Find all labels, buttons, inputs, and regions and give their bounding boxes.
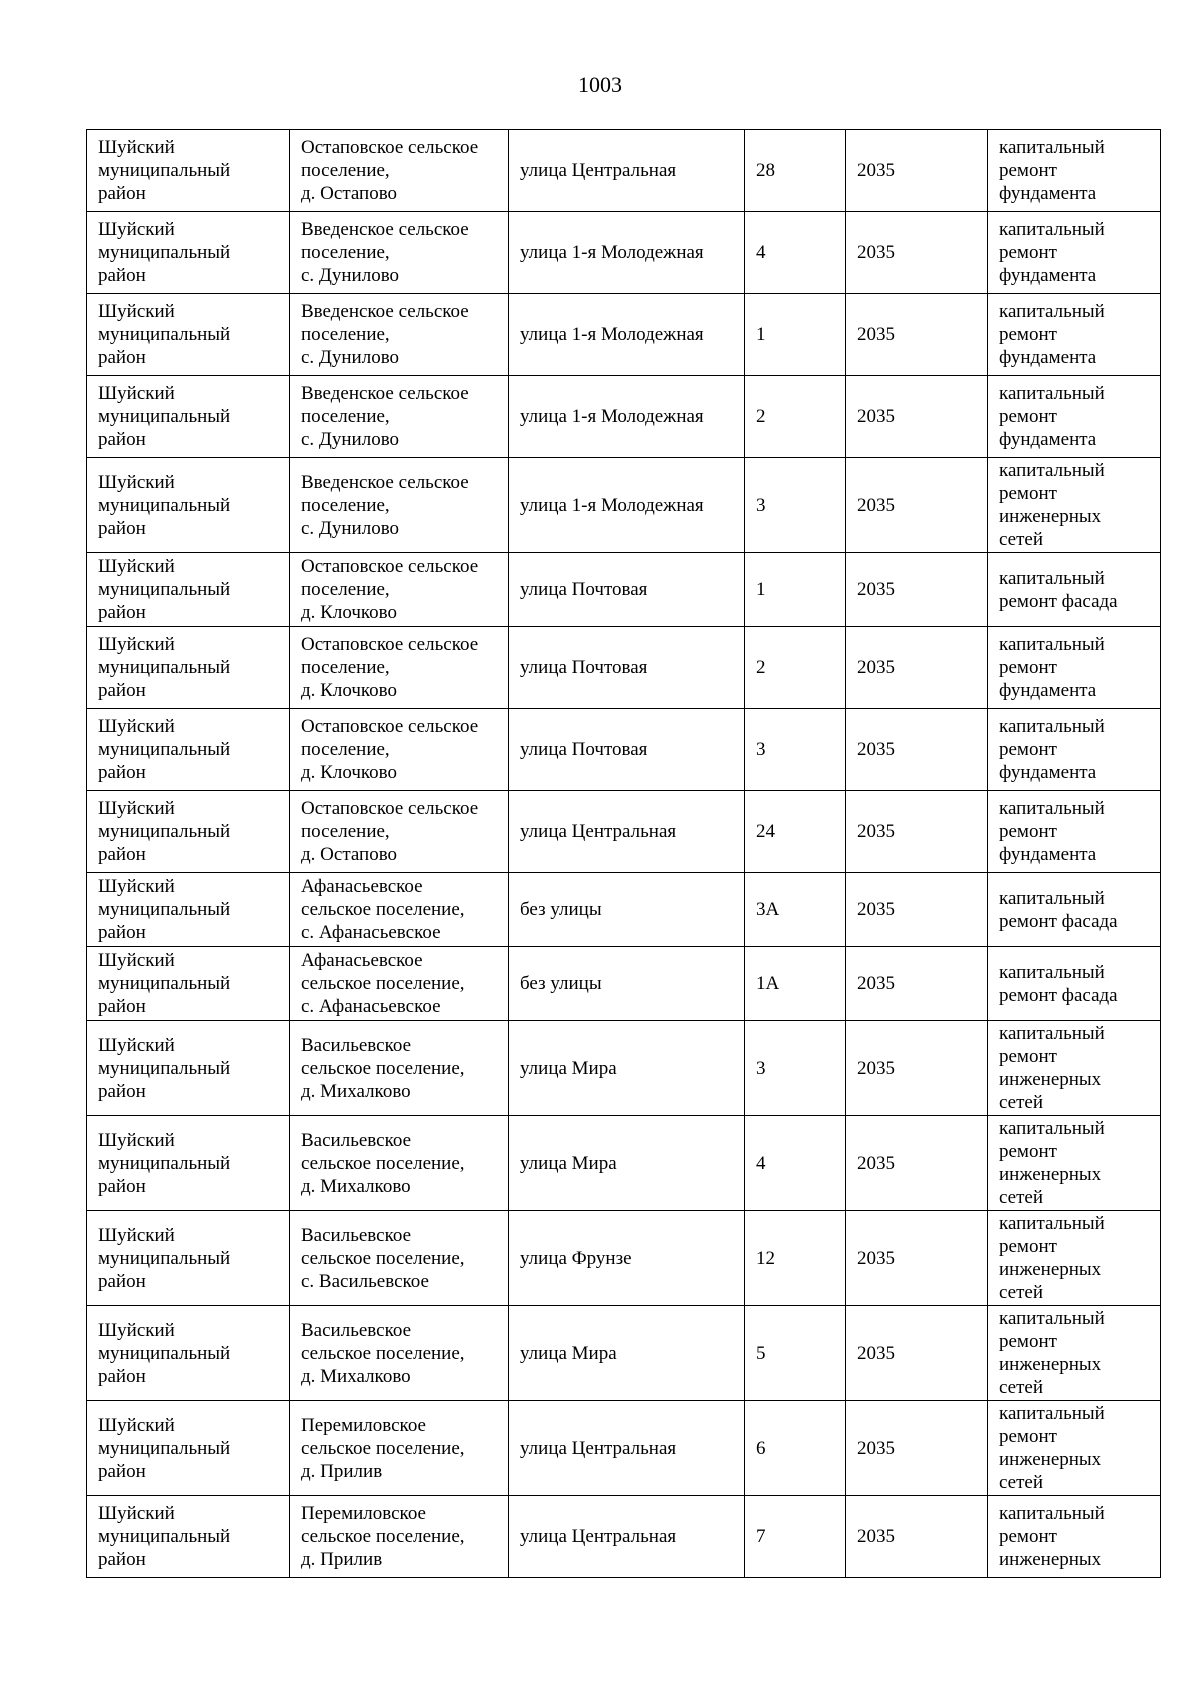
street-cell — [509, 627, 745, 709]
house-number-cell — [745, 212, 846, 294]
work-type-cell-text: капитальный ремонт инженерных сетей — [999, 1213, 1105, 1303]
year-cell — [846, 947, 988, 1021]
year-cell — [846, 1306, 988, 1401]
street-cell — [509, 791, 745, 873]
house-number-cell — [745, 553, 846, 627]
district-cell — [87, 947, 290, 1021]
settlement-cell — [290, 130, 509, 212]
district-cell — [87, 1306, 290, 1401]
work-type-cell-text: капитальный ремонт инженерных — [999, 1503, 1105, 1570]
street-cell-text: улица Почтовая — [520, 739, 648, 760]
house-number-cell-text: 3 — [756, 494, 766, 516]
settlement-cell — [290, 458, 509, 553]
year-cell-text: 2035 — [857, 324, 895, 345]
district-cell — [87, 212, 290, 294]
work-type-cell-text: капитальный ремонт фундамента — [999, 219, 1105, 286]
year-cell-text: 2035 — [857, 1152, 895, 1174]
year-cell-text: 2035 — [857, 242, 895, 263]
house-number-cell-text: 2 — [756, 657, 766, 678]
house-number-cell-text: 1А — [756, 973, 780, 994]
table-row — [87, 376, 1161, 458]
settlement-cell — [290, 212, 509, 294]
work-type-cell — [988, 709, 1161, 791]
house-number-cell-text: 24 — [756, 821, 775, 842]
district-cell-text: Шуйский муниципальный район — [98, 950, 231, 1017]
table-row — [87, 1021, 1161, 1116]
work-type-cell — [988, 553, 1161, 627]
street-cell-text: без улицы — [520, 973, 602, 994]
settlement-cell-text: Афанасьевское сельское поселение, с. Афанасьевское — [301, 876, 465, 943]
year-cell-text: 2035 — [857, 973, 895, 994]
year-cell-text: 2035 — [857, 1437, 895, 1459]
settlement-cell-text: Васильевское сельское поселение, с. Васильевское — [301, 1224, 465, 1292]
street-cell-text: улица Почтовая — [520, 579, 648, 600]
work-type-cell — [988, 458, 1161, 553]
street-cell-text: улица 1-я Молодежная — [520, 242, 704, 263]
street-cell — [509, 1306, 745, 1401]
settlement-cell-text: Остаповское сельское поселение, д. Остапово — [301, 798, 479, 865]
year-cell-text: 2035 — [857, 1342, 895, 1364]
work-type-cell — [988, 1116, 1161, 1211]
work-type-cell — [988, 1306, 1161, 1401]
housing-repair-table — [86, 129, 1161, 1578]
year-cell — [846, 376, 988, 458]
district-cell-text: Шуйский муниципальный район — [98, 219, 231, 286]
settlement-cell-text: Введенское сельское поселение, с. Дунилово — [301, 219, 469, 286]
year-cell — [846, 130, 988, 212]
work-type-cell — [988, 294, 1161, 376]
district-cell-text: Шуйский муниципальный район — [98, 1414, 231, 1482]
street-cell-text: улица Центральная — [520, 160, 677, 181]
table-row — [87, 1401, 1161, 1496]
settlement-cell — [290, 1401, 509, 1496]
house-number-cell — [745, 1306, 846, 1401]
table-row — [87, 553, 1161, 627]
street-cell-text: улица 1-я Молодежная — [520, 406, 704, 427]
house-number-cell — [745, 1021, 846, 1116]
table-row — [87, 791, 1161, 873]
work-type-cell-text: капитальный ремонт фундамента — [999, 137, 1105, 204]
settlement-cell-text: Васильевское сельское поселение, д. Михалково — [301, 1129, 465, 1197]
settlement-cell-text: Перемиловское сельское поселение, д. Прилив — [301, 1414, 465, 1482]
work-type-cell — [988, 130, 1161, 212]
page-number: 1003 — [578, 72, 622, 97]
street-cell — [509, 1211, 745, 1306]
district-cell-text: Шуйский муниципальный район — [98, 1319, 231, 1387]
work-type-cell — [988, 1496, 1161, 1578]
house-number-cell-text: 5 — [756, 1342, 766, 1364]
work-type-cell-text: капитальный ремонт инженерных сетей — [999, 1308, 1105, 1398]
table-row — [87, 294, 1161, 376]
district-cell — [87, 294, 290, 376]
settlement-cell — [290, 294, 509, 376]
district-cell-text: Шуйский муниципальный район — [98, 634, 231, 701]
house-number-cell-text: 28 — [756, 160, 775, 181]
settlement-cell-text: Введенское сельское поселение, с. Дунилово — [301, 471, 469, 539]
table-body — [87, 130, 1161, 1578]
street-cell — [509, 1401, 745, 1496]
settlement-cell — [290, 873, 509, 947]
district-cell-text: Шуйский муниципальный район — [98, 1503, 231, 1570]
settlement-cell — [290, 376, 509, 458]
district-cell — [87, 873, 290, 947]
year-cell — [846, 1116, 988, 1211]
house-number-cell-text: 4 — [756, 242, 766, 263]
street-cell-text: улица 1-я Молодежная — [520, 494, 704, 516]
settlement-cell — [290, 553, 509, 627]
house-number-cell-text: 1 — [756, 324, 766, 345]
table-row — [87, 1211, 1161, 1306]
district-cell-text: Шуйский муниципальный район — [98, 301, 231, 368]
house-number-cell — [745, 294, 846, 376]
house-number-cell-text: 12 — [756, 1247, 775, 1269]
settlement-cell — [290, 1211, 509, 1306]
district-cell — [87, 627, 290, 709]
district-cell-text: Шуйский муниципальный район — [98, 556, 231, 623]
house-number-cell-text: 3 — [756, 1057, 766, 1079]
settlement-cell — [290, 1306, 509, 1401]
table-row — [87, 873, 1161, 947]
settlement-cell-text: Введенское сельское поселение, с. Дунилово — [301, 383, 469, 450]
settlement-cell-text: Васильевское сельское поселение, д. Михалково — [301, 1034, 465, 1102]
district-cell-text: Шуйский муниципальный район — [98, 1034, 231, 1102]
house-number-cell — [745, 130, 846, 212]
settlement-cell — [290, 627, 509, 709]
street-cell — [509, 458, 745, 553]
work-type-cell — [988, 1021, 1161, 1116]
house-number-cell — [745, 627, 846, 709]
house-number-cell-text: 7 — [756, 1526, 766, 1547]
district-cell — [87, 553, 290, 627]
house-number-cell — [745, 1211, 846, 1306]
year-cell — [846, 458, 988, 553]
district-cell — [87, 458, 290, 553]
street-cell — [509, 1496, 745, 1578]
year-cell-text: 2035 — [857, 899, 895, 920]
street-cell-text: без улицы — [520, 899, 602, 920]
table-row — [87, 709, 1161, 791]
settlement-cell-text: Остаповское сельское поселение, д. Клочково — [301, 634, 479, 701]
work-type-cell-text: капитальный ремонт фундамента — [999, 301, 1105, 368]
work-type-cell-text: капитальный ремонт фундамента — [999, 634, 1105, 701]
settlement-cell-text: Остаповское сельское поселение, д. Остапово — [301, 137, 479, 204]
year-cell-text: 2035 — [857, 821, 895, 842]
house-number-cell — [745, 947, 846, 1021]
table-row — [87, 1116, 1161, 1211]
year-cell-text: 2035 — [857, 579, 895, 600]
table-row — [87, 1306, 1161, 1401]
house-number-cell — [745, 376, 846, 458]
table-row — [87, 458, 1161, 553]
district-cell — [87, 1401, 290, 1496]
house-number-cell-text: 4 — [756, 1152, 766, 1174]
work-type-cell-text: капитальный ремонт фундамента — [999, 716, 1105, 783]
work-type-cell — [988, 947, 1161, 1021]
district-cell — [87, 1116, 290, 1211]
street-cell — [509, 212, 745, 294]
year-cell — [846, 1211, 988, 1306]
house-number-cell — [745, 791, 846, 873]
house-number-cell-text: 3А — [756, 899, 780, 920]
street-cell-text: улица Центральная — [520, 1526, 677, 1547]
street-cell — [509, 1116, 745, 1211]
year-cell — [846, 709, 988, 791]
street-cell — [509, 873, 745, 947]
street-cell — [509, 947, 745, 1021]
street-cell-text: улица Центральная — [520, 821, 677, 842]
house-number-cell — [745, 709, 846, 791]
year-cell-text: 2035 — [857, 739, 895, 760]
year-cell — [846, 1401, 988, 1496]
street-cell-text: улица Почтовая — [520, 657, 648, 678]
work-type-cell-text: капитальный ремонт инженерных сетей — [999, 460, 1105, 550]
settlement-cell-text: Введенское сельское поселение, с. Дунилово — [301, 301, 469, 368]
year-cell-text: 2035 — [857, 494, 895, 516]
settlement-cell-text: Остаповское сельское поселение, д. Клочково — [301, 716, 479, 783]
table-row — [87, 130, 1161, 212]
district-cell — [87, 1496, 290, 1578]
table-row — [87, 947, 1161, 1021]
work-type-cell-text: капитальный ремонт фасада — [999, 961, 1118, 1006]
house-number-cell-text: 2 — [756, 406, 766, 427]
district-cell-text: Шуйский муниципальный район — [98, 471, 231, 539]
work-type-cell — [988, 1401, 1161, 1496]
table-row — [87, 627, 1161, 709]
settlement-cell — [290, 1496, 509, 1578]
year-cell — [846, 791, 988, 873]
district-cell-text: Шуйский муниципальный район — [98, 1129, 231, 1197]
house-number-cell — [745, 873, 846, 947]
year-cell-text: 2035 — [857, 160, 895, 181]
year-cell-text: 2035 — [857, 1057, 895, 1079]
district-cell-text: Шуйский муниципальный район — [98, 798, 231, 865]
work-type-cell — [988, 627, 1161, 709]
street-cell — [509, 294, 745, 376]
house-number-cell-text: 1 — [756, 579, 766, 600]
work-type-cell — [988, 873, 1161, 947]
street-cell-text: улица 1-я Молодежная — [520, 324, 704, 345]
year-cell-text: 2035 — [857, 657, 895, 678]
street-cell-text: улица Мира — [520, 1342, 617, 1364]
year-cell — [846, 1021, 988, 1116]
street-cell-text: улица Фрунзе — [520, 1247, 632, 1269]
street-cell — [509, 1021, 745, 1116]
work-type-cell-text: капитальный ремонт инженерных сетей — [999, 1403, 1105, 1493]
settlement-cell-text: Васильевское сельское поселение, д. Михалково — [301, 1319, 465, 1387]
settlement-cell — [290, 1116, 509, 1211]
district-cell — [87, 791, 290, 873]
district-cell — [87, 1021, 290, 1116]
year-cell — [846, 873, 988, 947]
work-type-cell — [988, 1211, 1161, 1306]
district-cell-text: Шуйский муниципальный район — [98, 876, 231, 943]
year-cell — [846, 553, 988, 627]
settlement-cell-text: Перемиловское сельское поселение, д. Прилив — [301, 1503, 465, 1570]
table-row — [87, 1496, 1161, 1578]
district-cell — [87, 709, 290, 791]
street-cell-text: улица Центральная — [520, 1437, 677, 1459]
work-type-cell-text: капитальный ремонт фундамента — [999, 383, 1105, 450]
house-number-cell-text: 3 — [756, 739, 766, 760]
year-cell — [846, 627, 988, 709]
district-cell-text: Шуйский муниципальный район — [98, 137, 231, 204]
street-cell — [509, 376, 745, 458]
street-cell — [509, 130, 745, 212]
year-cell-text: 2035 — [857, 406, 895, 427]
street-cell — [509, 709, 745, 791]
district-cell — [87, 1211, 290, 1306]
district-cell — [87, 130, 290, 212]
district-cell — [87, 376, 290, 458]
house-number-cell — [745, 458, 846, 553]
work-type-cell — [988, 212, 1161, 294]
work-type-cell-text: капитальный ремонт инженерных сетей — [999, 1023, 1105, 1113]
street-cell-text: улица Мира — [520, 1152, 617, 1174]
street-cell-text: улица Мира — [520, 1057, 617, 1079]
district-cell-text: Шуйский муниципальный район — [98, 1224, 231, 1292]
settlement-cell — [290, 709, 509, 791]
work-type-cell-text: капитальный ремонт фундамента — [999, 798, 1105, 865]
district-cell-text: Шуйский муниципальный район — [98, 716, 231, 783]
work-type-cell-text: капитальный ремонт фасада — [999, 887, 1118, 932]
house-number-cell — [745, 1401, 846, 1496]
settlement-cell — [290, 1021, 509, 1116]
year-cell — [846, 212, 988, 294]
house-number-cell-text: 6 — [756, 1437, 766, 1459]
year-cell — [846, 1496, 988, 1578]
work-type-cell — [988, 791, 1161, 873]
year-cell-text: 2035 — [857, 1526, 895, 1547]
settlement-cell — [290, 791, 509, 873]
house-number-cell — [745, 1496, 846, 1578]
work-type-cell — [988, 376, 1161, 458]
year-cell — [846, 294, 988, 376]
district-cell-text: Шуйский муниципальный район — [98, 383, 231, 450]
work-type-cell-text: капитальный ремонт инженерных сетей — [999, 1118, 1105, 1208]
settlement-cell-text: Остаповское сельское поселение, д. Клочково — [301, 556, 479, 623]
table-row — [87, 212, 1161, 294]
street-cell — [509, 553, 745, 627]
settlement-cell — [290, 947, 509, 1021]
work-type-cell-text: капитальный ремонт фасада — [999, 567, 1118, 612]
settlement-cell-text: Афанасьевское сельское поселение, с. Афанасьевское — [301, 950, 465, 1017]
year-cell-text: 2035 — [857, 1247, 895, 1269]
house-number-cell — [745, 1116, 846, 1211]
